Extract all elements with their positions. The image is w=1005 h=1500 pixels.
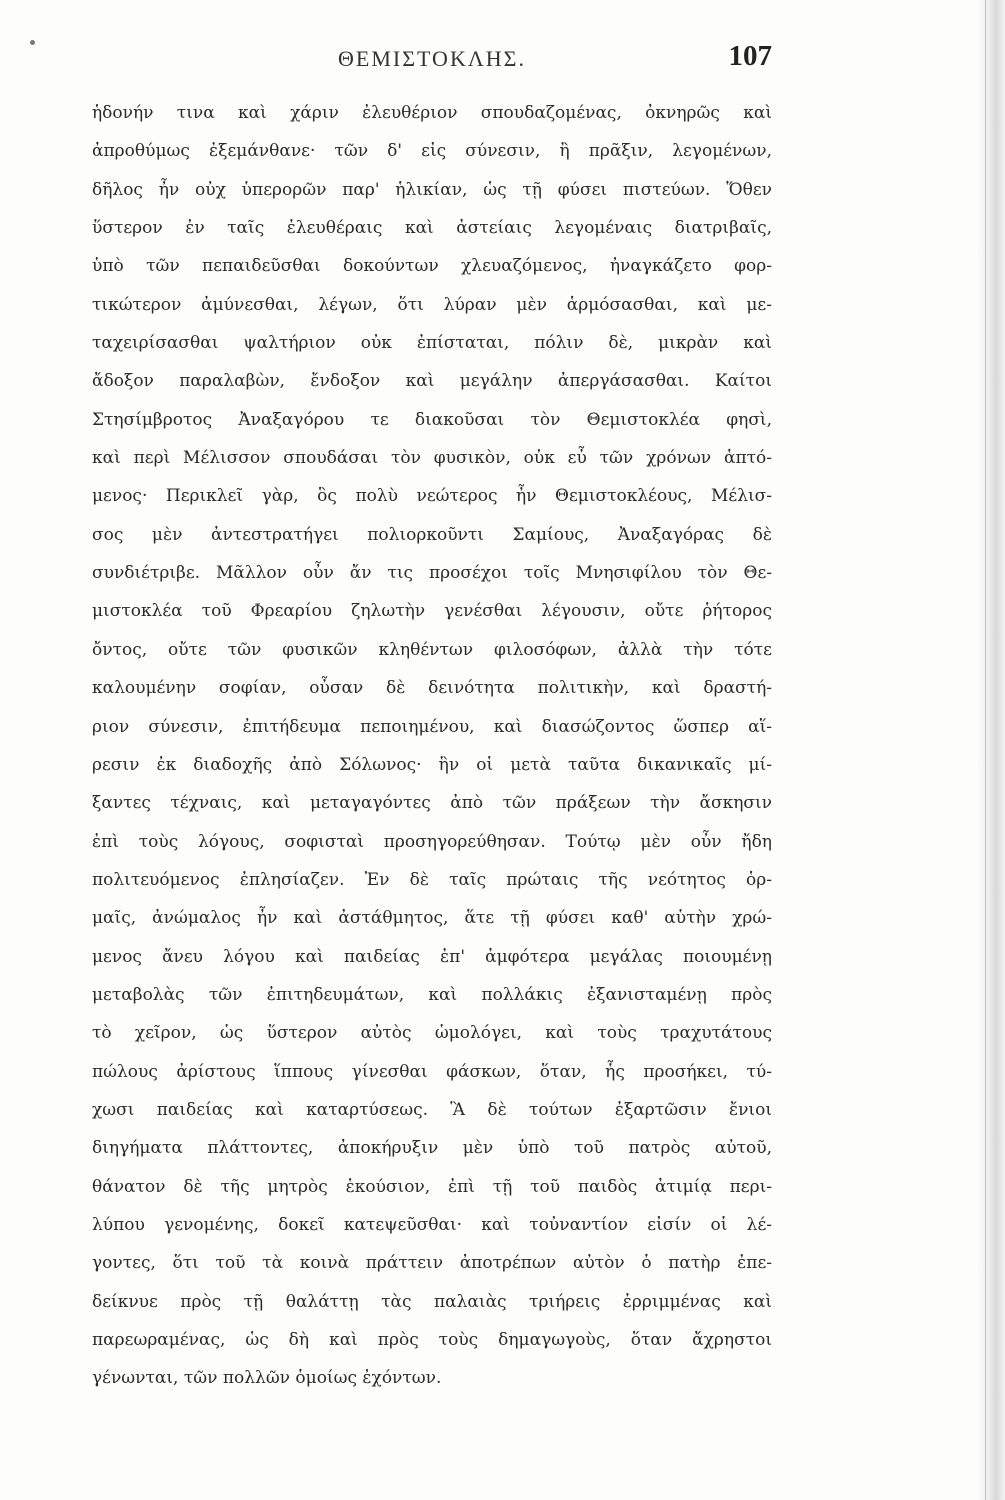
text-line: ριον σύνεσιν, ἐπιτήδευμα πεποιημένου, καὶ διασώζοντος ὥσπερ αἵ- [92,716,772,737]
text-line: μιστοκλέα τοῦ Φρεαρίου ζηλωτὴν γενέσθαι λέγουσιν, οὔτε ῥήτορος [92,601,772,622]
text-line: καὶ περὶ Μέλισσον σπουδάσαι τὸν φυσικὸν, οὐκ εὖ τῶν χρόνων ἁπτό- [92,448,772,469]
text-line: ὑπὸ τῶν πεπαιδεῦσθαι δοκούντων χλευαζόμενος, ἠναγκάζετο φορ- [92,256,772,277]
text-line: ἡδονήν τινα καὶ χάριν ἐλευθέριον σπουδαζομένας, ὀκνηρῶς καὶ [92,103,772,123]
text-line: πολιτευόμενος ἐπλησίαζεν. Ἐν δὲ ταῖς πρώταις τῆς νεότητος ὁρ- [92,869,772,890]
text-line: ἀπροθύμως ἐξεμάνθανε· τῶν δ' εἰς σύνεσιν, ἢ πρᾶξιν, λεγομένων, [92,141,772,162]
text-line: δείκνυε πρὸς τῇ θαλάττῃ τὰς παλαιὰς τριήρεις ἐρριμμένας καὶ [92,1291,772,1312]
text-line: λύπου γενομένης, δοκεῖ κατεψεῦσθαι· καὶ τοὐναντίον εἰσίν οἱ λέ- [92,1214,772,1235]
page-header [92,40,772,84]
page-number: 107 [728,40,772,72]
text-line: θάνατον δὲ τῆς μητρὸς ἑκούσιον, ἐπὶ τῇ τοῦ παιδὸς ἀτιμίᾳ περι- [92,1176,772,1197]
text-line: ὄντος, οὔτε τῶν φυσικῶν κληθέντων φιλοσόφων, ἀλλὰ τὴν τότε [92,639,772,660]
text-line: ταχειρίσασθαι ψαλτήριον οὐκ ἐπίσταται, πόλιν δὲ, μικρὰν καὶ [92,333,772,354]
text-line: μενος· Περικλεῖ γὰρ, ὃς πολὺ νεώτερος ἦν Θεμιστοκλέους, Μέλισ- [92,486,772,507]
text-line: χωσι παιδείας καὶ καταρτύσεως. Ἃ δὲ τούτων ἐξαρτῶσιν ἔνιοι [92,1099,772,1120]
page-binding-edge [975,0,1005,1500]
ink-speck [30,40,35,45]
text-line: μαῖς, ἀνώμαλος ἦν καὶ ἀστάθμητος, ἅτε τῇ φύσει καθ' αὑτὴν χρώ- [92,908,772,929]
running-title: ΘΕΜΙΣΤΟΚΛΗΣ. [338,46,526,71]
text-line: μεταβολὰς τῶν ἐπιτηδευμάτων, καὶ πολλάκις ἐξανισταμένῃ πρὸς [92,984,772,1005]
text-line: ὕστερον ἐν ταῖς ἐλευθέραις καὶ ἀστείαις λεγομέναις διατριβαῖς, [92,218,772,239]
text-line: ἐπὶ τοὺς λόγους, σοφισταὶ προσηγορεύθησαν. Τούτῳ μὲν οὖν ἤδη [92,831,772,852]
text-line: γοντες, ὅτι τοῦ τὰ κοινὰ πράττειν ἀποτρέπων αὐτὸν ὁ πατὴρ ἐπε- [92,1253,772,1274]
body-text [92,94,772,1398]
text-line: ξαντες τέχναις, καὶ μεταγαγόντες ἀπὸ τῶν πράξεων τὴν ἄσκησιν [92,793,772,814]
text-line: συνδιέτριβε. Μᾶλλον οὖν ἄν τις προσέχοι τοῖς Μνησιφίλου τὸν Θε- [92,563,772,584]
text-line: διηγήματα πλάττοντες, ἀποκήρυξιν μὲν ὑπὸ τοῦ πατρὸς αὐτοῦ, [92,1138,772,1159]
text-line: καλουμένην σοφίαν, οὖσαν δὲ δεινότητα πολιτικὴν, καὶ δραστή- [92,678,772,699]
text-line: ἄδοξον παραλαβὼν, ἔνδοξον καὶ μεγάλην ἀπεργάσασθαι. Καίτοι [92,371,772,392]
text-line: σος μὲν ἀντεστρατήγει πολιορκοῦντι Σαμίους, Ἀναξαγόρας δὲ [92,524,772,545]
text-line: δῆλος ἦν οὐχ ὑπερορῶν παρ' ἡλικίαν, ὡς τῇ φύσει πιστεύων. Ὅθεν [92,179,772,200]
text-line: μενος ἄνευ λόγου καὶ παιδείας ἐπ' ἀμφότερα μεγάλας ποιουμένῃ [92,946,772,967]
text-line: πώλους ἀρίστους ἵππους γίνεσθαι φάσκων, ὅταν, ἧς προσήκει, τύ- [92,1061,772,1082]
text-line: παρεωραμένας, ὡς δὴ καὶ πρὸς τοὺς δημαγωγοὺς, ὅταν ἄχρηστοι [92,1330,772,1350]
text-line: τικώτερον ἀμύνεσθαι, λέγων, ὅτι λύραν μὲν ἁρμόσασθαι, καὶ με- [92,294,772,315]
text-line: γένωνται, τῶν πολλῶν ὁμοίως ἐχόντων. [92,1368,442,1389]
text-line: τὸ χεῖρον, ὡς ὕστερον αὐτὸς ὡμολόγει, καὶ τοὺς τραχυτάτους [92,1023,772,1044]
text-line: Στησίμβροτος Ἀναξαγόρου τε διακοῦσαι τὸν Θεμιστοκλέα φησὶ, [92,409,772,430]
text-line: ρεσιν ἐκ διαδοχῆς ἀπὸ Σόλωνος· ἣν οἱ μετὰ ταῦτα δικανικαῖς μί- [92,754,772,775]
